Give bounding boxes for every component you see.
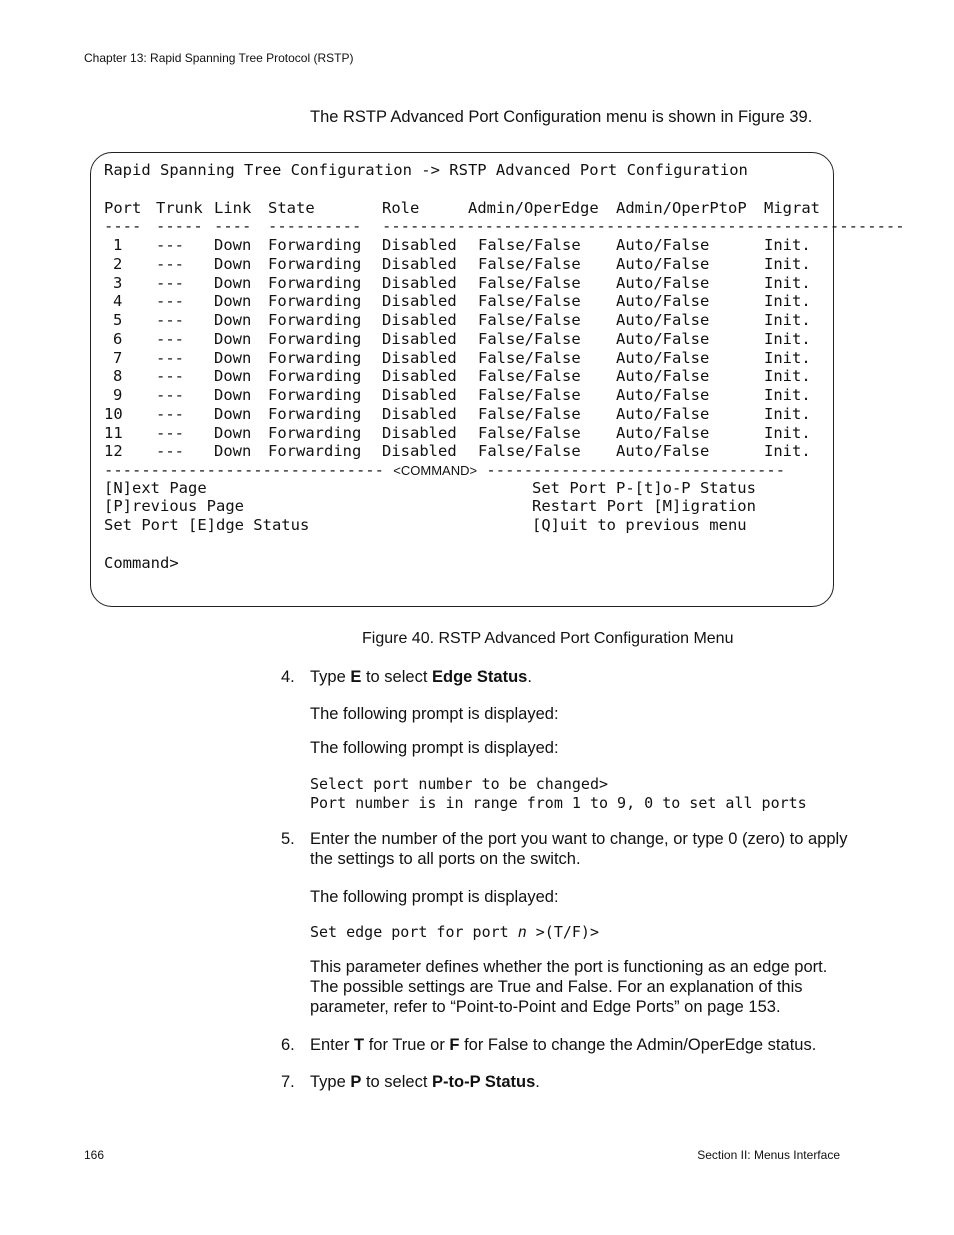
cell-role: Disabled [382, 254, 457, 273]
command-prompt[interactable]: Command> [104, 554, 179, 572]
cell-port: 6 [113, 329, 123, 348]
cell-admin-operptop: Auto/False [616, 254, 710, 273]
step-number: 5. [281, 830, 295, 848]
cell-state: Forwarding [268, 292, 362, 311]
step-5-text: Enter the number of the port you want to change, or type 0 (zero) to apply the settings to all ports on the switch. [310, 830, 848, 868]
header-underline: ---- [104, 217, 142, 235]
cell-migrat: Init. [764, 292, 811, 311]
cell-link: Down [214, 329, 252, 348]
col-header-admin-operedge: Admin/OperEdge [468, 199, 599, 217]
code-line: Set edge port for port n >(T/F)> [310, 923, 599, 941]
cell-trunk: --- [156, 404, 184, 423]
cell-link: Down [214, 348, 252, 367]
screen-title: Rapid Spanning Tree Configuration -> RSTP Advanced Port Configuration [104, 161, 748, 179]
cell-port: 7 [113, 348, 123, 367]
cell-admin-operedge: False/False [478, 292, 581, 311]
cell-state: Forwarding [268, 442, 362, 461]
cell-role: Disabled [382, 329, 457, 348]
cell-admin-operedge: False/False [478, 367, 581, 386]
cell-admin-operedge: False/False [478, 236, 581, 254]
col-header-role: Role [382, 199, 420, 217]
cell-link: Down [214, 423, 252, 442]
cell-admin-operedge: False/False [478, 442, 581, 461]
cell-state: Forwarding [268, 236, 362, 254]
cell-admin-operedge: False/False [478, 329, 581, 348]
step-4-text: Type E to select Edge Status. [310, 668, 532, 686]
cell-migrat: Init. [764, 442, 811, 461]
cell-role: Disabled [382, 367, 457, 386]
cell-migrat: Init. [764, 348, 811, 367]
cell-admin-operptop: Auto/False [616, 348, 710, 367]
step-number: 7. [281, 1073, 295, 1091]
cell-admin-operptop: Auto/False [616, 367, 710, 386]
cell-admin-operptop: Auto/False [616, 329, 710, 348]
cell-admin-operedge: False/False [478, 311, 581, 329]
cell-admin-operptop: Auto/False [616, 273, 710, 292]
cell-trunk: --- [156, 386, 184, 404]
cell-port: 10 [104, 404, 123, 423]
cell-admin-operedge: False/False [478, 273, 581, 292]
cell-port: 4 [113, 292, 123, 311]
cell-trunk: --- [156, 254, 184, 273]
cell-migrat: Init. [764, 404, 811, 423]
cell-port: 9 [113, 386, 123, 404]
section-footer: Section II: Menus Interface [697, 1148, 840, 1162]
page-number: 166 [84, 1148, 105, 1162]
step-number: 4. [281, 668, 295, 686]
cell-state: Forwarding [268, 273, 362, 292]
menu-quit[interactable]: [Q]uit to previous menu [532, 516, 747, 534]
cell-role: Disabled [382, 442, 457, 461]
cell-link: Down [214, 236, 252, 254]
cell-port: 11 [104, 423, 123, 442]
cell-admin-operptop: Auto/False [616, 423, 710, 442]
cell-link: Down [214, 404, 252, 423]
cell-link: Down [214, 442, 252, 461]
code-line: Port number is in range from 1 to 9, 0 to set all ports [310, 794, 807, 812]
cell-port: 5 [113, 311, 123, 329]
header-underline: ---- [214, 217, 252, 235]
cell-state: Forwarding [268, 329, 362, 348]
cell-role: Disabled [382, 292, 457, 311]
cell-admin-operptop: Auto/False [616, 292, 710, 311]
step-number: 6. [281, 1036, 295, 1054]
cell-state: Forwarding [268, 404, 362, 423]
cell-state: Forwarding [268, 386, 362, 404]
cell-link: Down [214, 273, 252, 292]
cell-port: 2 [113, 254, 123, 273]
cell-trunk: --- [156, 423, 184, 442]
cell-admin-operptop: Auto/False [616, 386, 710, 404]
cell-state: Forwarding [268, 311, 362, 329]
prompt-note: The following prompt is displayed: [310, 888, 559, 906]
cell-role: Disabled [382, 348, 457, 367]
col-header-port: Port [104, 199, 142, 217]
menu-previous-page[interactable]: [P]revious Page [104, 497, 244, 515]
col-header-trunk: Trunk [156, 199, 203, 217]
col-header-link: Link [214, 199, 252, 217]
cell-role: Disabled [382, 386, 457, 404]
cell-link: Down [214, 254, 252, 273]
cell-trunk: --- [156, 273, 184, 292]
cell-state: Forwarding [268, 254, 362, 273]
code-line: Select port number to be changed> [310, 775, 609, 793]
figure-caption: Figure 40. RSTP Advanced Port Configuration Menu [362, 630, 734, 647]
cell-port: 12 [104, 442, 123, 461]
cell-link: Down [214, 386, 252, 404]
cell-admin-operptop: Auto/False [616, 404, 710, 423]
cell-state: Forwarding [268, 348, 362, 367]
header-underline: ----- [156, 217, 203, 235]
cell-trunk: --- [156, 348, 184, 367]
menu-set-edge-status[interactable]: Set Port [E]dge Status [104, 516, 310, 534]
chapter-header: Chapter 13: Rapid Spanning Tree Protocol (RSTP) [84, 51, 354, 65]
cell-port: 3 [113, 273, 123, 292]
cell-migrat: Init. [764, 254, 811, 273]
header-underline: -------------------------------------------------------- [382, 217, 905, 235]
cell-role: Disabled [382, 311, 457, 329]
cell-migrat: Init. [764, 329, 811, 348]
cell-role: Disabled [382, 404, 457, 423]
cell-migrat: Init. [764, 386, 811, 404]
cell-migrat: Init. [764, 273, 811, 292]
menu-set-ptop-status[interactable]: Set Port P-[t]o-P Status [532, 479, 756, 497]
cell-role: Disabled [382, 423, 457, 442]
cell-trunk: --- [156, 442, 184, 461]
cell-trunk: --- [156, 292, 184, 311]
intro-text: The RSTP Advanced Port Configuration menu is shown in Figure 39. [310, 108, 813, 126]
cell-link: Down [214, 367, 252, 386]
col-header-migrat: Migrat [764, 199, 820, 217]
cell-trunk: --- [156, 367, 184, 386]
cell-admin-operptop: Auto/False [616, 442, 710, 461]
cell-trunk: --- [156, 311, 184, 329]
cell-migrat: Init. [764, 367, 811, 386]
cell-port: 1 [113, 236, 123, 254]
prompt-note: The following prompt is displayed: [310, 739, 559, 757]
cell-link: Down [214, 311, 252, 329]
cell-trunk: --- [156, 236, 184, 254]
col-header-admin-operptop: Admin/OperPtoP [616, 199, 747, 217]
cell-admin-operedge: False/False [478, 254, 581, 273]
cell-state: Forwarding [268, 367, 362, 386]
cell-admin-operedge: False/False [478, 348, 581, 367]
cell-admin-operedge: False/False [478, 404, 581, 423]
command-separator: ------------------------------ <COMMAND> -------------------------------- [104, 461, 786, 479]
cell-migrat: Init. [764, 311, 811, 329]
cell-migrat: Init. [764, 236, 811, 254]
cell-admin-operptop: Auto/False [616, 236, 710, 254]
cell-trunk: --- [156, 329, 184, 348]
step-7-text: Type P to select P-to-P Status. [310, 1073, 540, 1091]
step-6-text: Enter T for True or F for False to change the Admin/OperEdge status. [310, 1036, 817, 1054]
cell-migrat: Init. [764, 423, 811, 442]
prompt-note: The following prompt is displayed: [310, 705, 559, 723]
cell-admin-operedge: False/False [478, 386, 581, 404]
cell-admin-operptop: Auto/False [616, 311, 710, 329]
header-underline: ---------- [268, 217, 362, 235]
explanation-paragraph: This parameter defines whether the port is functioning as an edge port. The possible settings are True and False. For an explanation of this parameter, refer to “Point-to-Point and Edge Ports” on page 153. [310, 958, 828, 1016]
cell-port: 8 [113, 367, 123, 386]
cell-role: Disabled [382, 273, 457, 292]
cell-admin-operedge: False/False [478, 423, 581, 442]
menu-restart-migration[interactable]: Restart Port [M]igration [532, 497, 756, 515]
col-header-state: State [268, 199, 315, 217]
cell-state: Forwarding [268, 423, 362, 442]
command-separator-label: <COMMAND> [393, 463, 478, 478]
menu-next-page[interactable]: [N]ext Page [104, 479, 207, 497]
cell-link: Down [214, 292, 252, 311]
cell-role: Disabled [382, 236, 457, 254]
